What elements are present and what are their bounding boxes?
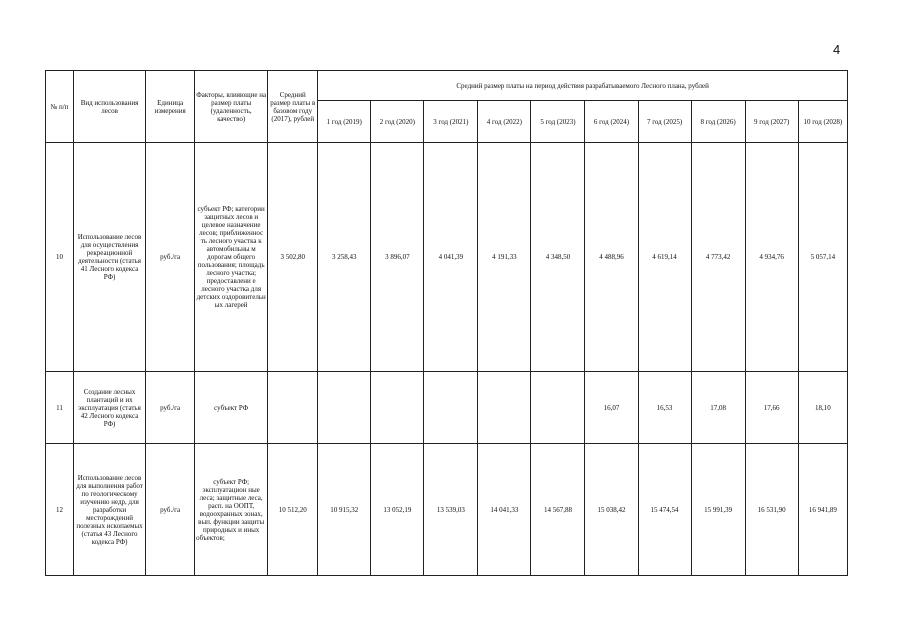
row-year-value: 13 052,19 [371, 444, 424, 576]
row-year-value: 16,07 [585, 372, 638, 444]
row-unit: руб./га [146, 143, 195, 372]
table-row [46, 372, 848, 444]
row-base-value: 3 502,80 [268, 143, 318, 372]
row-year-value: 17,08 [691, 372, 745, 444]
header-type: Вид использования лесов [74, 71, 146, 143]
table-row [46, 444, 848, 576]
row-base-value: 10 512,20 [268, 444, 318, 576]
row-year-value: 5 057,14 [798, 143, 847, 372]
header-year: 3 год (2021) [424, 101, 478, 143]
header-year: 1 год (2019) [318, 101, 371, 143]
row-year-value: 3 258,43 [318, 143, 371, 372]
header-year: 5 год (2023) [531, 101, 585, 143]
row-year-value: 4 934,76 [745, 143, 798, 372]
row-num: 10 [46, 143, 74, 372]
row-type: Использование лесов для выполнения работ по геологическому изучению недр, для разработки месторождений полезных ископаемых (статья 43 Лесного кодекса РФ) [74, 444, 146, 576]
header-year: 10 год (2028) [798, 101, 847, 143]
tariff-table [45, 70, 848, 576]
row-year-value: 4 619,14 [638, 143, 691, 372]
row-year-value: 3 896,07 [371, 143, 424, 372]
row-factors: субъект РФ [195, 372, 268, 444]
row-year-value: 16 941,89 [798, 444, 847, 576]
row-year-value: 4 041,39 [424, 143, 478, 372]
row-num: 12 [46, 444, 74, 576]
row-base-value [268, 372, 318, 444]
row-year-value [318, 372, 371, 444]
header-factors: Факторы, влияющие на размер платы (удаленность, качество) [195, 71, 268, 143]
row-unit: руб./га [146, 444, 195, 576]
header-row-top [46, 71, 848, 101]
row-factors: субъект РФ; эксплуатацион ные леса; защитные леса, расп. на ООПТ, водоохранных зонах, вып. функции защиты природных и иных объектов; [195, 444, 268, 576]
row-year-value: 15 991,39 [691, 444, 745, 576]
page-number: 4 [833, 42, 841, 57]
row-num: 11 [46, 372, 74, 444]
row-year-value: 16,53 [638, 372, 691, 444]
row-year-value [531, 372, 585, 444]
row-year-value [424, 372, 478, 444]
row-factors: субъект РФ; категории защитных лесов и целевое назначение лесов; приближеннос ть лесного участка к автомобильны м дорогам общего пользования; площадь лесного участка; предоставлени е лесного участка для детских оздоровительн ых лагерей [195, 143, 268, 372]
header-year: 8 год (2026) [691, 101, 745, 143]
row-year-value [371, 372, 424, 444]
header-year: 7 год (2025) [638, 101, 691, 143]
header-year: 4 год (2022) [478, 101, 531, 143]
header-num: № п/п [46, 71, 74, 143]
row-year-value: 4 488,96 [585, 143, 638, 372]
row-year-value: 15 474,54 [638, 444, 691, 576]
row-year-value: 14 567,88 [531, 444, 585, 576]
row-year-value [478, 372, 531, 444]
row-year-value: 14 041,33 [478, 444, 531, 576]
header-group-title: Средний размер платы на период действия разрабатываемого Лесного плана, рублей [318, 71, 848, 101]
row-year-value: 17,66 [745, 372, 798, 444]
row-type: Создание лесных плантаций и их эксплуатация (статья 42 Лесного кодекса РФ) [74, 372, 146, 444]
row-year-value: 4 348,50 [531, 143, 585, 372]
row-year-value: 18,10 [798, 372, 847, 444]
header-year: 9 год (2027) [745, 101, 798, 143]
row-year-value: 4 773,42 [691, 143, 745, 372]
row-unit: руб./га [146, 372, 195, 444]
header-year: 2 год (2020) [371, 101, 424, 143]
table-row [46, 143, 848, 372]
header-year: 6 год (2024) [585, 101, 638, 143]
row-year-value: 13 539,03 [424, 444, 478, 576]
row-year-value: 10 915,32 [318, 444, 371, 576]
row-year-value: 16 531,90 [745, 444, 798, 576]
header-unit: Единица измерения [146, 71, 195, 143]
header-base: Средний размер платы в базовом году (2017), рублей [268, 71, 318, 143]
row-type: Использование лесов для осуществления рекреационной деятельности (статья 41 Лесного кодекса РФ) [74, 143, 146, 372]
row-year-value: 4 191,33 [478, 143, 531, 372]
row-year-value: 15 038,42 [585, 444, 638, 576]
